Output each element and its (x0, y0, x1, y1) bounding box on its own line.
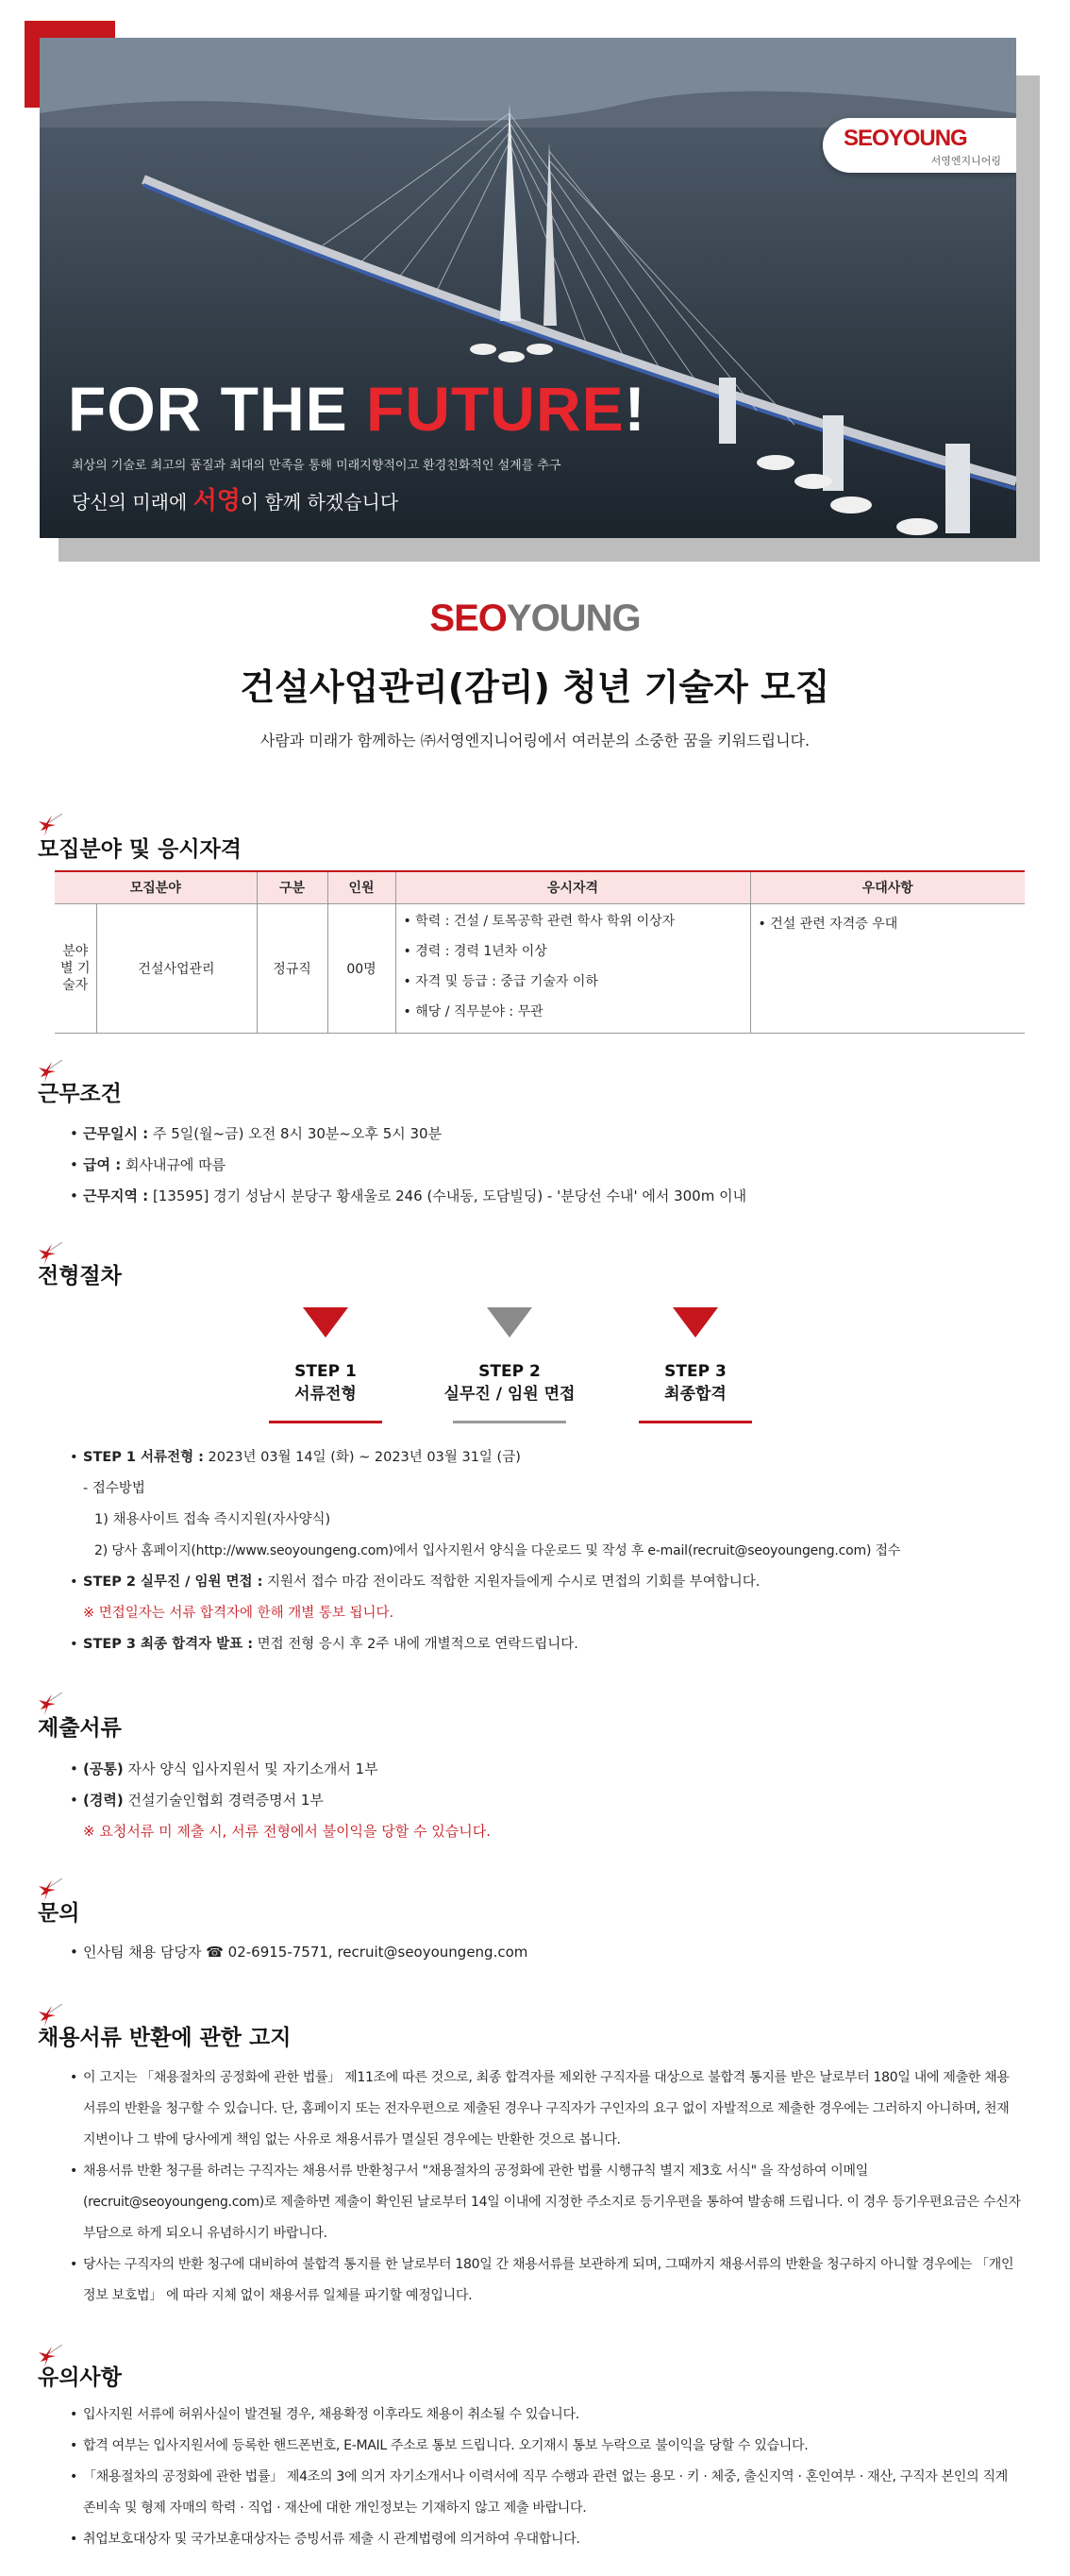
list-item: 2) 당사 홈페이지(http://www.seoyoungeng.com)에서 입사지원서 양식을 다운로드 및 작성 후 e-mail(recruit@seoyoungeng.com) 접수 (94, 1543, 901, 1558)
list-item: • STEP 1 서류전형 : 2023년 03월 14일 (화) ~ 2023년 03월 31일 (금) (68, 1442, 1049, 1473)
hero-tagline: 최상의 기술로 최고의 품질과 최대의 만족을 통해 미래지향적이고 환경친화적인 설계를 추구 (72, 459, 561, 473)
seoyoung-logo-tag (823, 118, 1016, 173)
field-cell: 건설사업관리 (96, 903, 257, 1033)
section-title-recruit: 모집분야 및 응시자격 (38, 837, 242, 862)
list-item: • STEP 2 실무진 / 임원 면접 : 지원서 접수 마감 전이라도 적합한 지원자들에게 수시로 면접의 기회를 부여합니다. (68, 1567, 1049, 1598)
list-item: ※ 면접일자는 서류 합격자에 한해 개별 통보 됩니다. (83, 1606, 394, 1621)
bridge-photo (40, 38, 1016, 538)
logo-text: SEOYOUNG (844, 126, 967, 151)
recruit-table (55, 870, 1025, 1034)
list-item: ※ 요청서류 미 제출 시, 서류 전형에서 불이익을 당할 수 있습니다. (83, 1823, 492, 1840)
list-item: • (경력) 건설기술인협회 경력증명서 1부 (68, 1785, 491, 1816)
list-item: • 채용서류 반환 청구를 하려는 구직자는 채용서류 반환청구서 "채용절차의 공정화에 관한 법률 시행규칙 별지 제3호 서식" 을 작성하여 이메일(recruit@seoyoungeng.com)로 제출하면 제출이 확인된 날로부터 14일 이내에 지정한 주소지로 등기우편을 통하여 발송해 드립니다. 이 경우 등기우편요금은 수신자 부담으로 하게 되오니 유념하시기 바랍니다. (68, 2156, 1021, 2249)
contact-list (68, 1938, 527, 1966)
list-item: • 급여 : 회사내규에 따름 (68, 1150, 746, 1181)
table-header: 우대사항 (750, 871, 1025, 903)
step-arrow-icon (487, 1307, 532, 1338)
table-header: 모집분야 (55, 871, 257, 903)
step-2: STEP 2 실무진 / 임원 면접 (453, 1307, 566, 1423)
list-item: • 「채용절차의 공정화에 관한 법률」 제4조의 3에 의거 자기소개서나 이력서에 직무 수행과 관련 없는 용모 · 키 · 체중, 출신지역 · 혼인여부 · 재산, 구직자 본인의 직계 존비속 및 형제 자매의 학력 · 직업 · 재산에 대한 개인정보는 기재하지 않고 제출 바랍니다. (68, 2462, 1021, 2524)
brand-logo: SEOYOUNG (429, 598, 641, 639)
list-item: • STEP 3 최종 합격자 발표 : 면접 전형 응시 후 2주 내에 개별적으로 연락드립니다. (68, 1629, 1049, 1660)
list-item: • 당사는 구직자의 반환 청구에 대비하여 불합격 통지를 한 날로부터 180일 간 채용서류를 보관하게 되며, 그때까지 채용서류의 반환을 청구하지 아니할 경우에는 「개인정보 보호법」 에 따라 지체 없이 채용서류 일체를 파기할 예정입니다. (68, 2249, 1021, 2312)
section-title-contact: 문의 (38, 1901, 80, 1926)
type-cell: 정규직 (257, 903, 327, 1033)
section-title-notes: 유의사항 (38, 2366, 122, 2390)
table-header: 구분 (257, 871, 327, 903)
notes-list (68, 2399, 1021, 2555)
step-1: STEP 1 서류전형 (269, 1307, 382, 1423)
hero-banner (0, 0, 1070, 566)
logo-subtext: 서영엔지니어링 (930, 155, 1001, 167)
hero-slogan: 당신의 미래에 서영이 함께 하겠습니다 (72, 487, 399, 515)
work-conditions-list (68, 1119, 746, 1212)
step-arrow-icon (303, 1307, 348, 1338)
table-header-row (55, 871, 1025, 903)
list-item: • 근무지역 : [13595] 경기 성남시 분당구 황새울로 246 (수내동, 도담빌딩) - '분당선 수내' 에서 300m 이내 (68, 1181, 746, 1212)
list-item: • (공통) 자사 양식 입사지원서 및 자기소개서 1부 (68, 1754, 491, 1785)
list-item: • 근무일시 : 주 5일(월~금) 오전 8시 30분~오후 5시 30분 (68, 1119, 746, 1150)
step-arrow-icon (673, 1307, 718, 1338)
hero-headline: FOR THE FUTURE! (68, 374, 646, 444)
page-title: 건설사업관리(감리) 청년 기술자 모집 (240, 666, 830, 708)
process-details-list (68, 1442, 1049, 1660)
return-notice-list (68, 2062, 1021, 2312)
list-item: • 취업보호대상자 및 국가보훈대상자는 증빙서류 제출 시 관계법령에 의거하여 우대합니다. (68, 2524, 1021, 2555)
contact-info: • 인사팀 채용 담당자 ☎ 02-6915-7571, recruit@seoyoungeng.com (68, 1938, 527, 1966)
count-cell: 00명 (327, 903, 395, 1033)
list-item: • 합격 여부는 입사지원서에 등록한 핸드폰번호, E-MAIL 주소로 통보 드립니다. 오기재시 통보 누락으로 불이익을 당할 수 있습니다. (68, 2431, 1021, 2462)
table-row (55, 903, 1025, 1033)
qualification-item: • 경력 : 경력 1년차 이상 (403, 943, 547, 959)
list-item: 1) 채용사이트 접속 즉시지원(자사양식) (94, 1512, 331, 1527)
preference-cell: • 건설 관련 자격증 우대 (750, 903, 1025, 1033)
list-item: • 입사지원 서류에 허위사실이 발견될 경우, 채용확정 이후라도 채용이 취소될 수 있습니다. (68, 2399, 1021, 2431)
section-title-work: 근무조건 (38, 1082, 122, 1106)
table-header: 인원 (327, 871, 395, 903)
field-group-cell: 분야별 기술자 (55, 903, 96, 1033)
qualification-item: • 해당 / 직무분야 : 무관 (403, 1003, 543, 1019)
documents-list (68, 1754, 491, 1847)
section-title-documents: 제출서류 (38, 1716, 122, 1741)
page-subtitle: 사람과 미래가 함께하는 ㈜서영엔지니어링에서 여러분의 소중한 꿈을 키워드립니다. (259, 732, 811, 749)
section-title-return: 채용서류 반환에 관한 고지 (38, 2026, 292, 2050)
qualification-item: • 학력 : 건설 / 토목공학 관련 학사 학위 이상자 (403, 913, 676, 929)
list-item: - 접수방법 (83, 1481, 145, 1496)
step-3: STEP 3 최종합격 (639, 1307, 752, 1423)
qualification-cell (395, 903, 750, 1033)
section-title-process: 전형절차 (38, 1264, 122, 1288)
list-item: • 이 고지는 「채용절차의 공정화에 관한 법률」 제11조에 따른 것으로, 최종 합격자를 제외한 구직자를 대상으로 불합격 통지를 받은 날로부터 180일 내에 제출한 채용서류의 반환을 청구할 수 있습니다. 단, 홈페이지 또는 전자우편으로 제출된 경우나 구직자가 구인자의 요구 없이 자발적으로 제출한 경우에는 그러하지 아니하며, 천재지변이나 그 밖에 당사에게 책임 없는 사유로 채용서류가 멸실된 경우에는 반환한 것으로 봅니다. (68, 2062, 1021, 2156)
qualification-item: • 자격 및 등급 : 중급 기술자 이하 (403, 973, 598, 989)
table-header: 응시자격 (395, 871, 750, 903)
